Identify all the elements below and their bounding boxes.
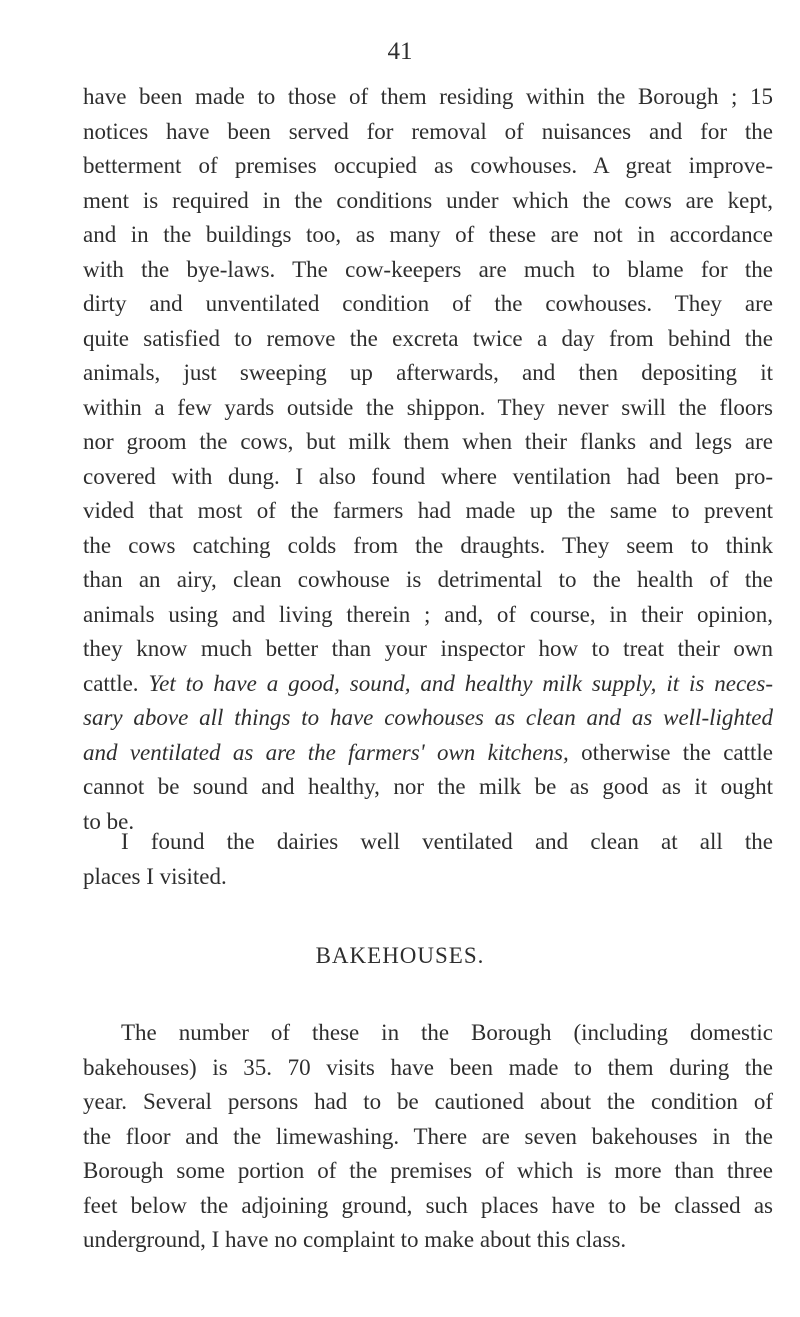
text-line: quite satisfied to remove the excreta twice a day from behind the [83, 325, 773, 351]
paragraph-bakehouses [83, 1016, 773, 1258]
paragraph-dairies [83, 825, 773, 894]
text-line-mixed [83, 736, 773, 771]
text-line-mixed [83, 667, 773, 702]
roman-text: otherwise the cattle [581, 739, 774, 765]
text-line: the cows catching colds from the draughts. They seem to think [83, 532, 773, 558]
text-line: and in the buildings too, as many of these are not in accordance [83, 222, 773, 247]
text-line: The number of these in the Borough (including domestic [121, 1020, 773, 1045]
text-line: bakehouses) is 35. 70 visits have been made to them during the [83, 1054, 773, 1080]
text-line-italic [83, 701, 773, 736]
roman-text: cattle. [83, 670, 139, 696]
text-line: animals using and living therein ; and, of course, in their opinion, [83, 601, 773, 627]
text-line: cannot be sound and healthy, nor the milk be as good as it ought [83, 774, 773, 799]
paragraph-cowhouses [83, 80, 773, 839]
text-line: underground, I have no complaint to make about this class. [83, 1227, 627, 1252]
text-line: than an airy, clean cowhouse is detrimental to the health of the [83, 567, 773, 592]
text-line: places I visited. [83, 863, 227, 889]
text-line: ment is required in the conditions under which the cows are kept, [83, 187, 773, 213]
text-line: vided that most of the farmers had made up the same to prevent [83, 498, 773, 523]
text-line: to be. [83, 808, 135, 834]
text-line: with the bye-laws. The cow-keepers are much to blame for the [83, 256, 773, 282]
text-line: betterment of premises occupied as cowhouses. A great improve- [83, 153, 773, 178]
italic-emphasis: and ventilated as are the farmers' own kitchens, [83, 739, 569, 765]
italic-emphasis: Yet to have a good, sound, and healthy milk supply, it is neces- [148, 670, 773, 696]
text-line: feet below the adjoining ground, such places have to be classed as [83, 1192, 773, 1218]
text-line: within a few yards outside the shippon. They never swill the floors [83, 394, 773, 420]
text-line: notices have been served for removal of nuisances and for the [83, 118, 773, 144]
text-line: have been made to those of them residing within the Borough ; 15 [83, 84, 773, 109]
text-line: I found the dairies well ventilated and clean at all the [121, 829, 773, 854]
text-line: they know much better than your inspector how to treat their own [83, 636, 773, 661]
section-heading: BAKEHOUSES. [315, 943, 485, 968]
text-line: the floor and the limewashing. There are seven bakehouses in the [83, 1123, 773, 1149]
page-number: 41 [387, 38, 413, 65]
text-line: nor groom the cows, but milk them when their flanks and legs are [83, 429, 773, 454]
text-line: animals, just sweeping up afterwards, and then depositing it [83, 360, 773, 385]
italic-emphasis: sary above all things to have cowhouses as clean and as well-lighted [83, 705, 773, 730]
text-line: Borough some portion of the premises of which is more than three [83, 1158, 773, 1183]
text-line: dirty and unventilated condition of the cowhouses. They are [83, 291, 773, 316]
text-line: covered with dung. I also found where ventilation had been pro- [83, 463, 773, 489]
text-line: year. Several persons had to be cautioned about the condition of [83, 1089, 773, 1114]
